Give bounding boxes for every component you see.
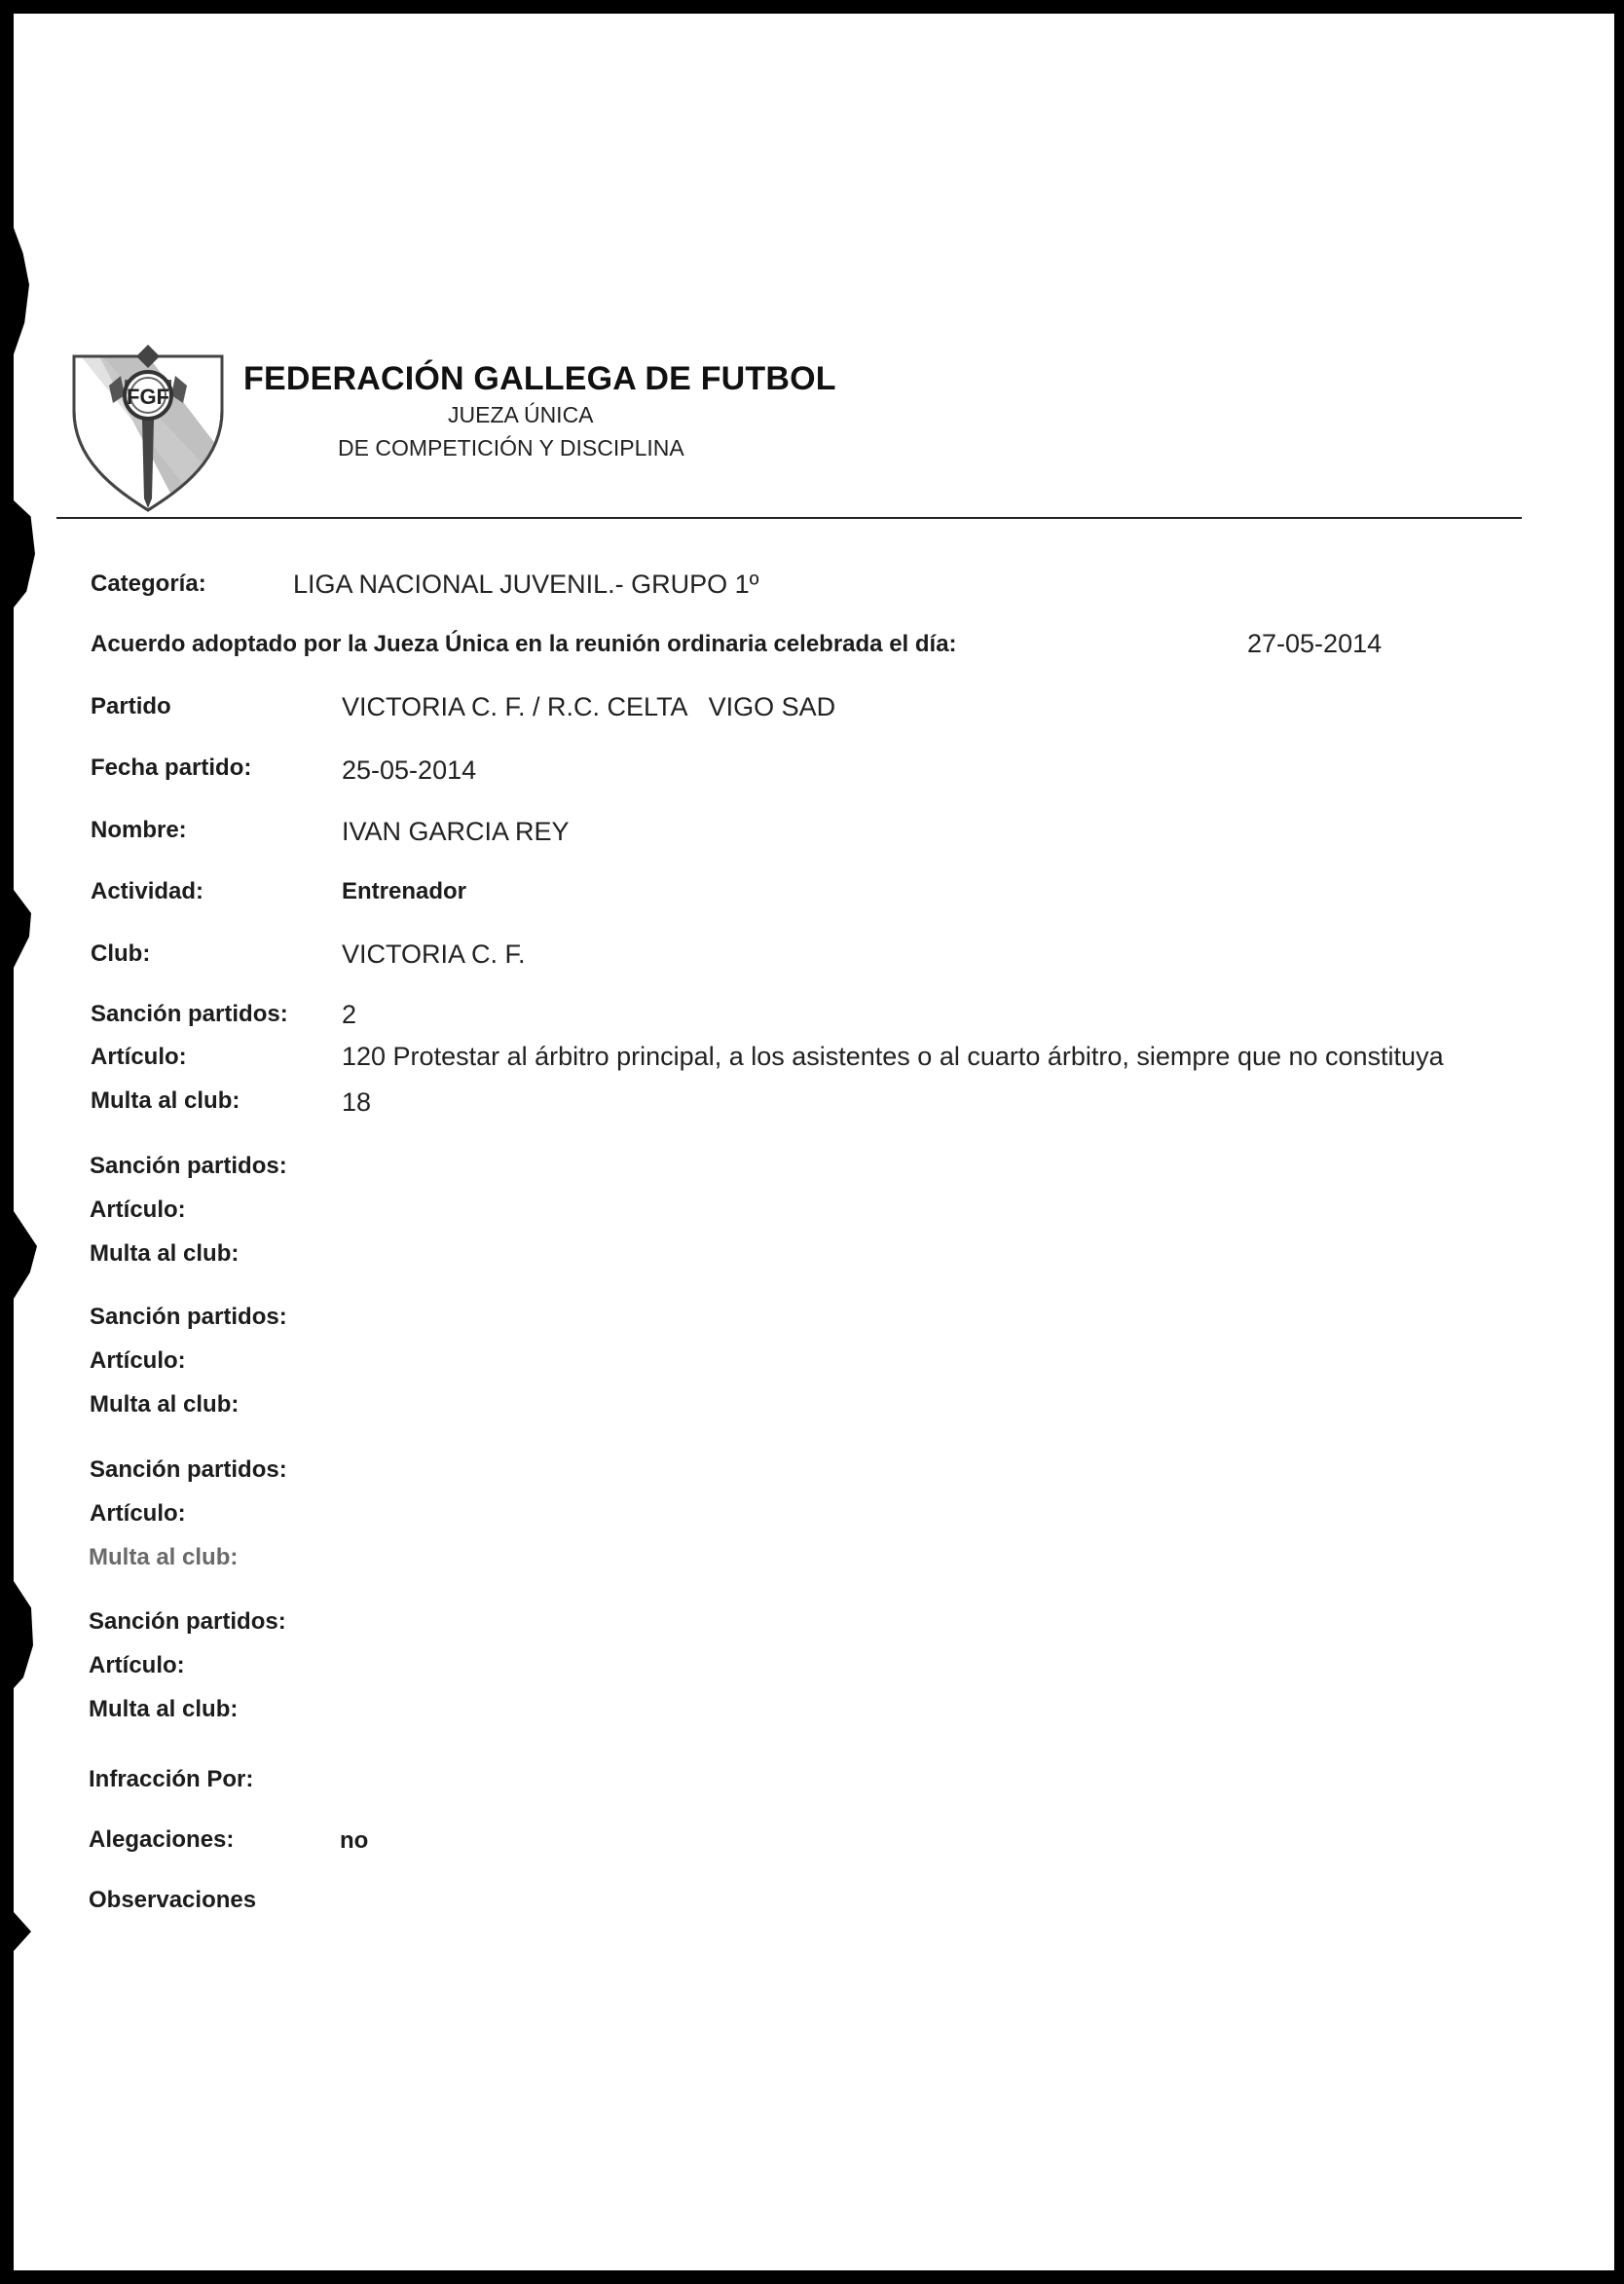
actividad-value: Entrenador: [342, 878, 467, 904]
partido-value: VICTORIA C. F. / R.C. CELTA VIGO SAD: [342, 692, 836, 721]
torn-edge-mark: [14, 1211, 37, 1299]
header-divider: [56, 517, 1522, 519]
acuerdo-label: Acuerdo adoptado por la Jueza Única en la reunión ordinaria celebrada el día:: [91, 631, 957, 657]
articulo-label: Artículo:: [91, 1044, 187, 1070]
document-page: [14, 14, 1614, 2270]
club-value: VICTORIA C. F.: [342, 939, 526, 969]
nombre-value: IVAN GARCIA REY: [342, 817, 570, 846]
partido-label: Partido: [91, 693, 171, 719]
sancion-partidos-label: Sanción partidos:: [91, 1001, 288, 1027]
infraccion-label: Infracción Por:: [89, 1766, 254, 1792]
multa-club-label: Multa al club:: [89, 1544, 239, 1570]
fecha-partido-value: 25-05-2014: [342, 755, 477, 785]
sancion-partidos-label: Sanción partidos:: [90, 1304, 287, 1330]
articulo-label: Artículo:: [90, 1500, 186, 1527]
competicion-disciplina-subtitle: DE COMPETICIÓN Y DISCIPLINA: [338, 435, 684, 460]
articulo-value: 120 Protestar al árbitro principal, a los asistentes o al cuarto árbitro, siempre que no constituya: [342, 1042, 1444, 1071]
sancion-partidos-value: 2: [342, 1000, 357, 1029]
observaciones-label: Observaciones: [89, 1887, 257, 1913]
articulo-label: Artículo:: [90, 1197, 186, 1223]
sancion-partidos-label: Sanción partidos:: [89, 1608, 286, 1635]
categoria-value: LIGA NACIONAL JUVENIL.- GRUPO 1º: [293, 570, 759, 599]
club-label: Club:: [91, 940, 151, 967]
multa-club-value: 18: [342, 1087, 372, 1117]
nombre-label: Nombre:: [91, 817, 187, 843]
multa-club-label: Multa al club:: [90, 1391, 240, 1418]
fecha-partido-label: Fecha partido:: [91, 755, 252, 781]
multa-club-label: Multa al club:: [90, 1240, 240, 1267]
articulo-label: Artículo:: [89, 1652, 185, 1678]
torn-edge-mark: [14, 1581, 33, 1688]
sancion-partidos-label: Sanción partidos:: [90, 1456, 287, 1483]
multa-club-label: Multa al club:: [89, 1696, 239, 1722]
jueza-unica-subtitle: JUEZA ÚNICA: [448, 402, 594, 427]
articulo-label: Artículo:: [90, 1347, 186, 1374]
fgf-shield-logo: [70, 343, 226, 513]
torn-edge-mark: [14, 228, 29, 354]
torn-edge-mark: [14, 1912, 31, 1951]
federation-title: FEDERACIÓN GALLEGA DE FUTBOL: [243, 360, 836, 397]
multa-club-label: Multa al club:: [91, 1087, 240, 1114]
acuerdo-date: 27-05-2014: [1247, 629, 1383, 658]
alegaciones-value: no: [340, 1827, 369, 1854]
sancion-partidos-label: Sanción partidos:: [90, 1153, 287, 1179]
torn-edge-mark: [14, 500, 35, 608]
categoria-label: Categoría:: [91, 571, 206, 597]
logo-monogram: FGF: [127, 385, 169, 409]
alegaciones-label: Alegaciones:: [89, 1826, 235, 1853]
torn-edge-mark: [14, 890, 33, 968]
actividad-label: Actividad:: [91, 878, 204, 904]
